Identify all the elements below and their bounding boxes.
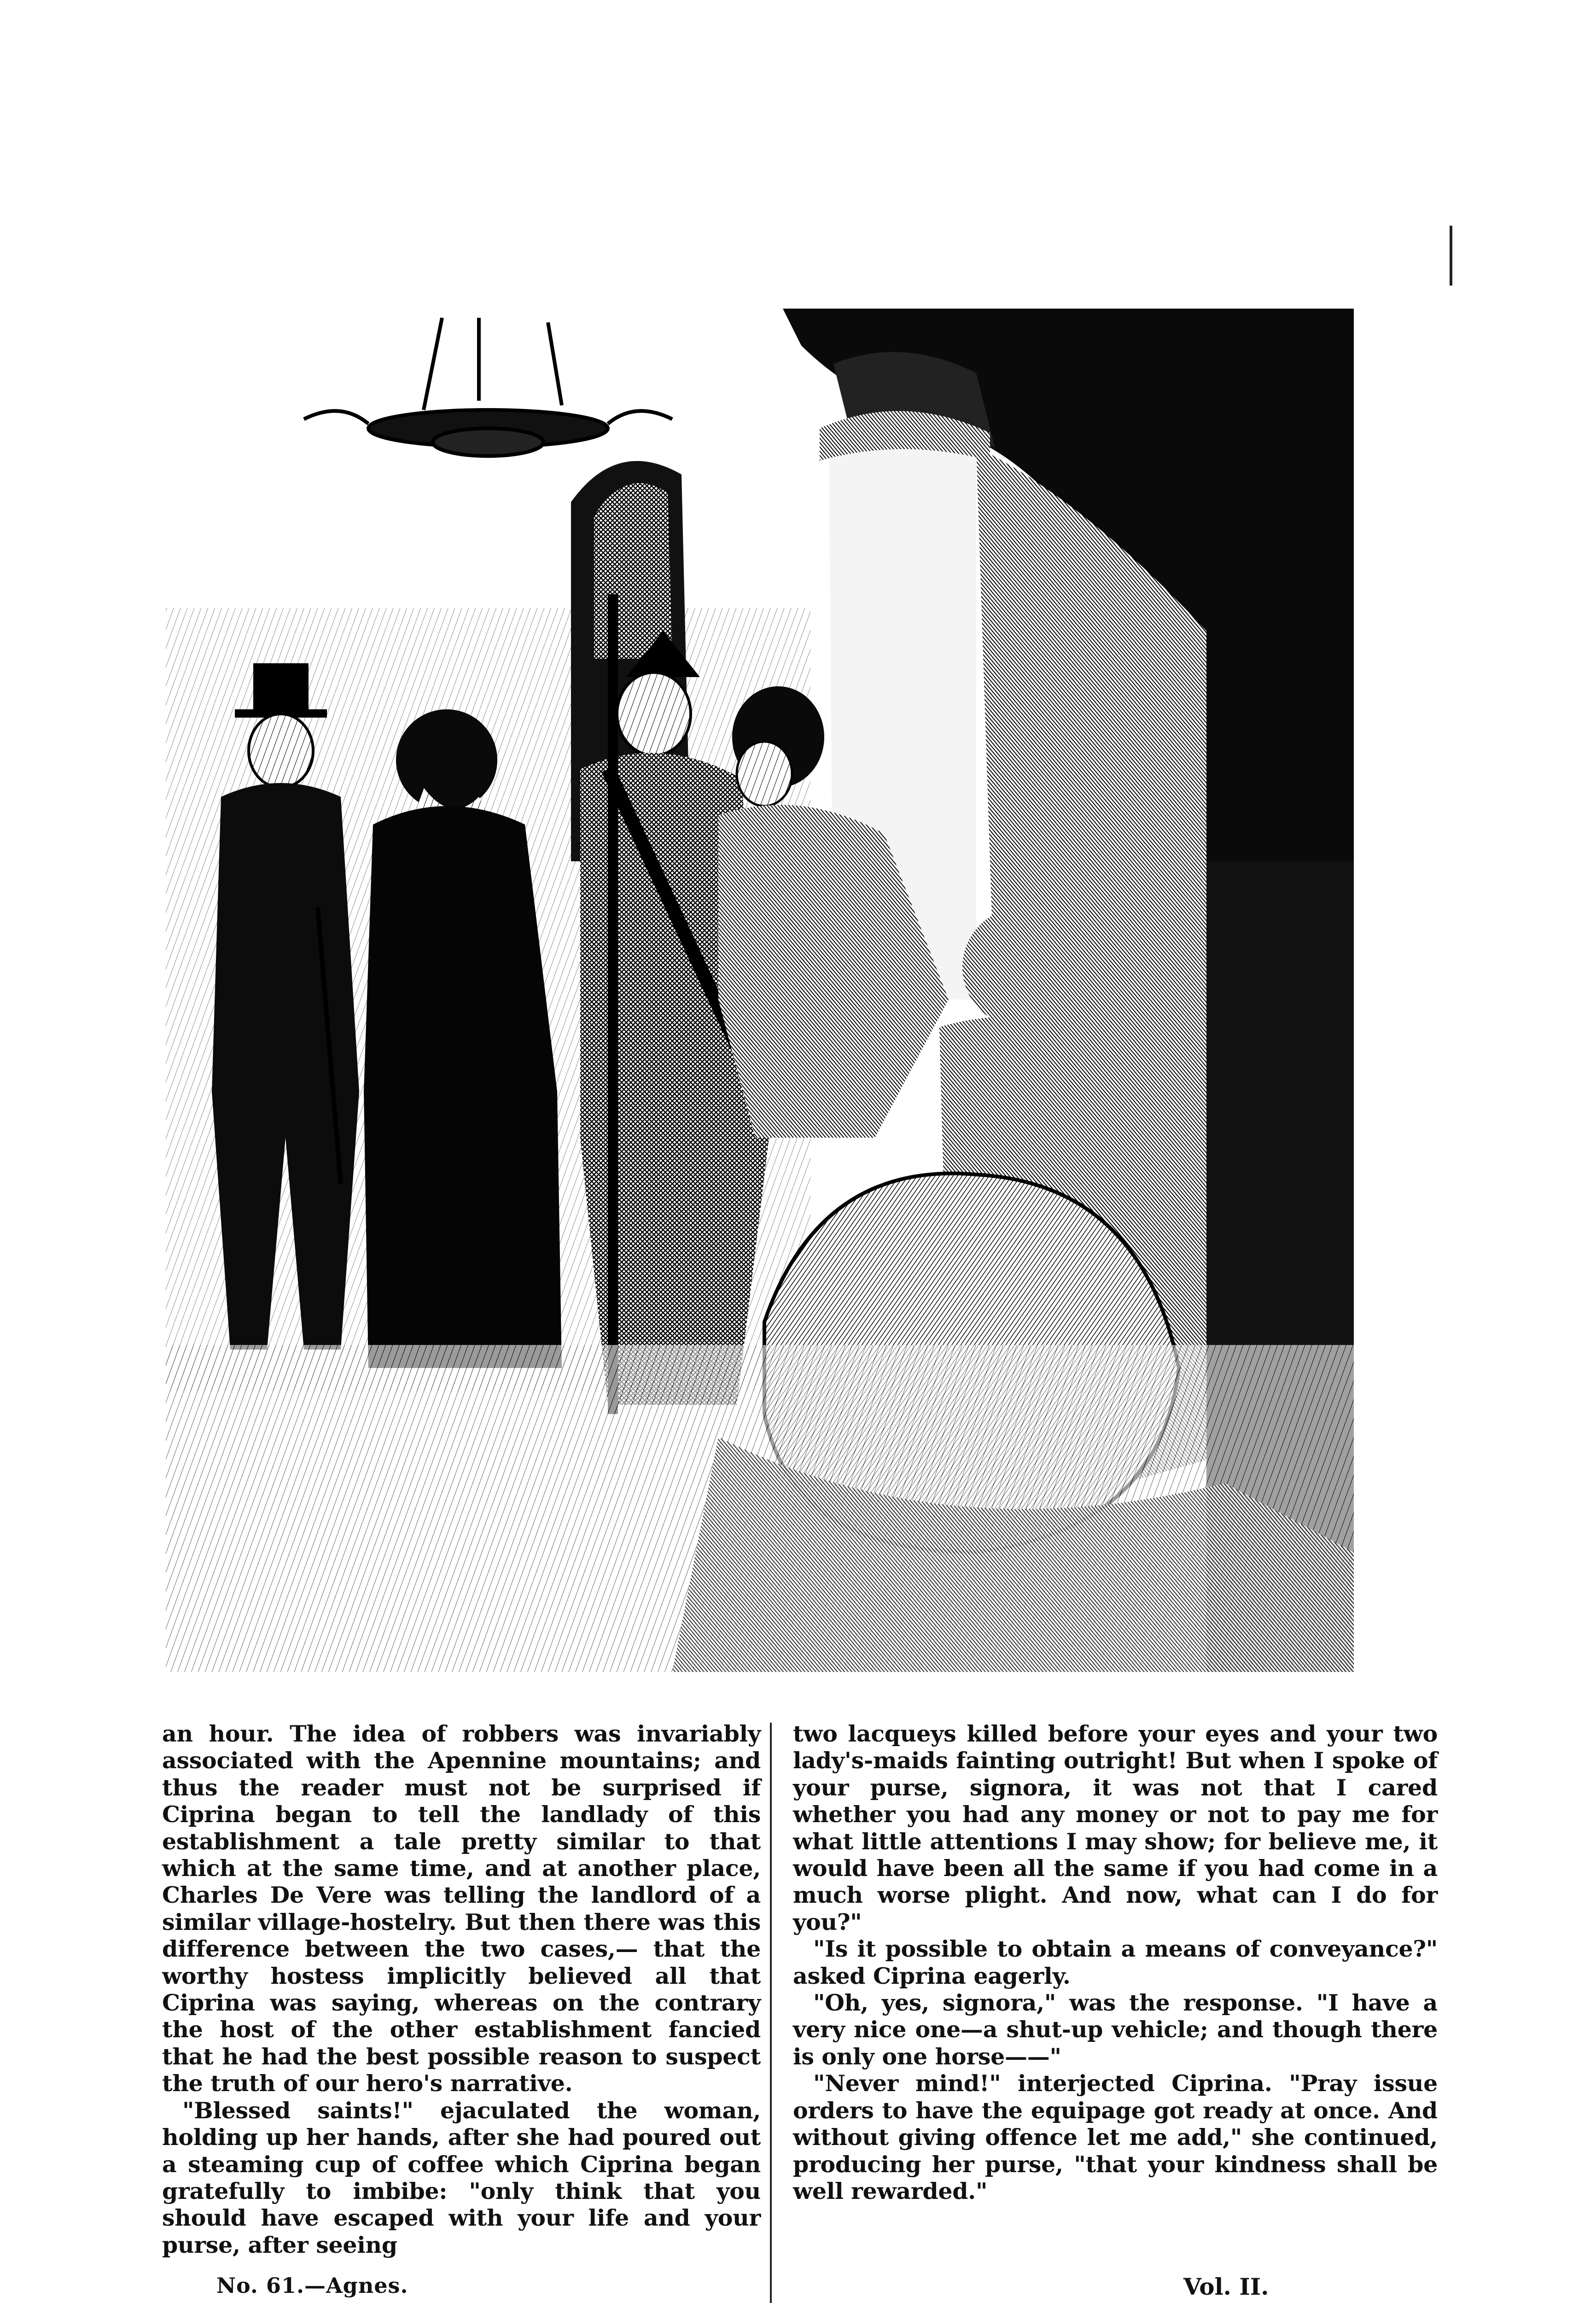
body-text — [162, 1720, 1438, 2273]
right-column — [793, 1720, 1438, 2204]
rifle — [608, 594, 618, 1414]
paragraph: "Never mind!" interjected Ciprina. "Pray issue orders to have the equipage got ready at once. And without giving offence let me add," she continued, producing her purse, "that your kindness shall be well rewarded." — [793, 2070, 1438, 2204]
left-column — [162, 1720, 761, 2258]
signature-mark: No. 61.—Agnes. — [216, 2273, 408, 2298]
paragraph: "Blessed saints!" ejaculated the woman, holding up her hands, after she had poured out a steaming cup of coffee which Ciprina began gratefully to imbibe: "only think that you should have escaped with your life and your purse, after seeing — [162, 2097, 761, 2258]
engraving-illustration — [166, 309, 1354, 1672]
column-divider — [770, 1723, 772, 2303]
paragraph: "Is it possible to obtain a means of conveyance?" asked Ciprina eagerly. — [793, 1935, 1438, 1989]
paragraph: an hour. The idea of robbers was invariably associated with the Apennine mountains; and thus the reader must not be surprised if Ciprina began to tell the landlady of this establishment a tale pretty similar to that which at the same time, and at another place, Charles De Vere was telling the landlord of a similar village-hostelry. But then there was this difference between the two cases,— that the worthy hostess implicitly believed all that Ciprina was saying, whereas on the contrary the host of the other establishment fancied that he had the best possible reason to suspect the truth of our hero's narrative. — [162, 1720, 761, 2097]
volume-label: Vol. II. — [1183, 2273, 1269, 2300]
margin-mark — [1450, 226, 1452, 286]
paragraph: two lacqueys killed before your eyes and your two lady's-maids fainting outright! But when I spoke of your purse, signora, it was not that I cared whether you had any money or not to pay me for what little attentions I may show; for believe me, it would have been all the same if you had come in a much worse plight. And now, what can I do for you?" — [793, 1720, 1438, 1935]
paragraph: "Oh, yes, signora," was the response. "I have a very nice one—a shut-up vehicle; and though there is only one horse——" — [793, 1989, 1438, 2070]
